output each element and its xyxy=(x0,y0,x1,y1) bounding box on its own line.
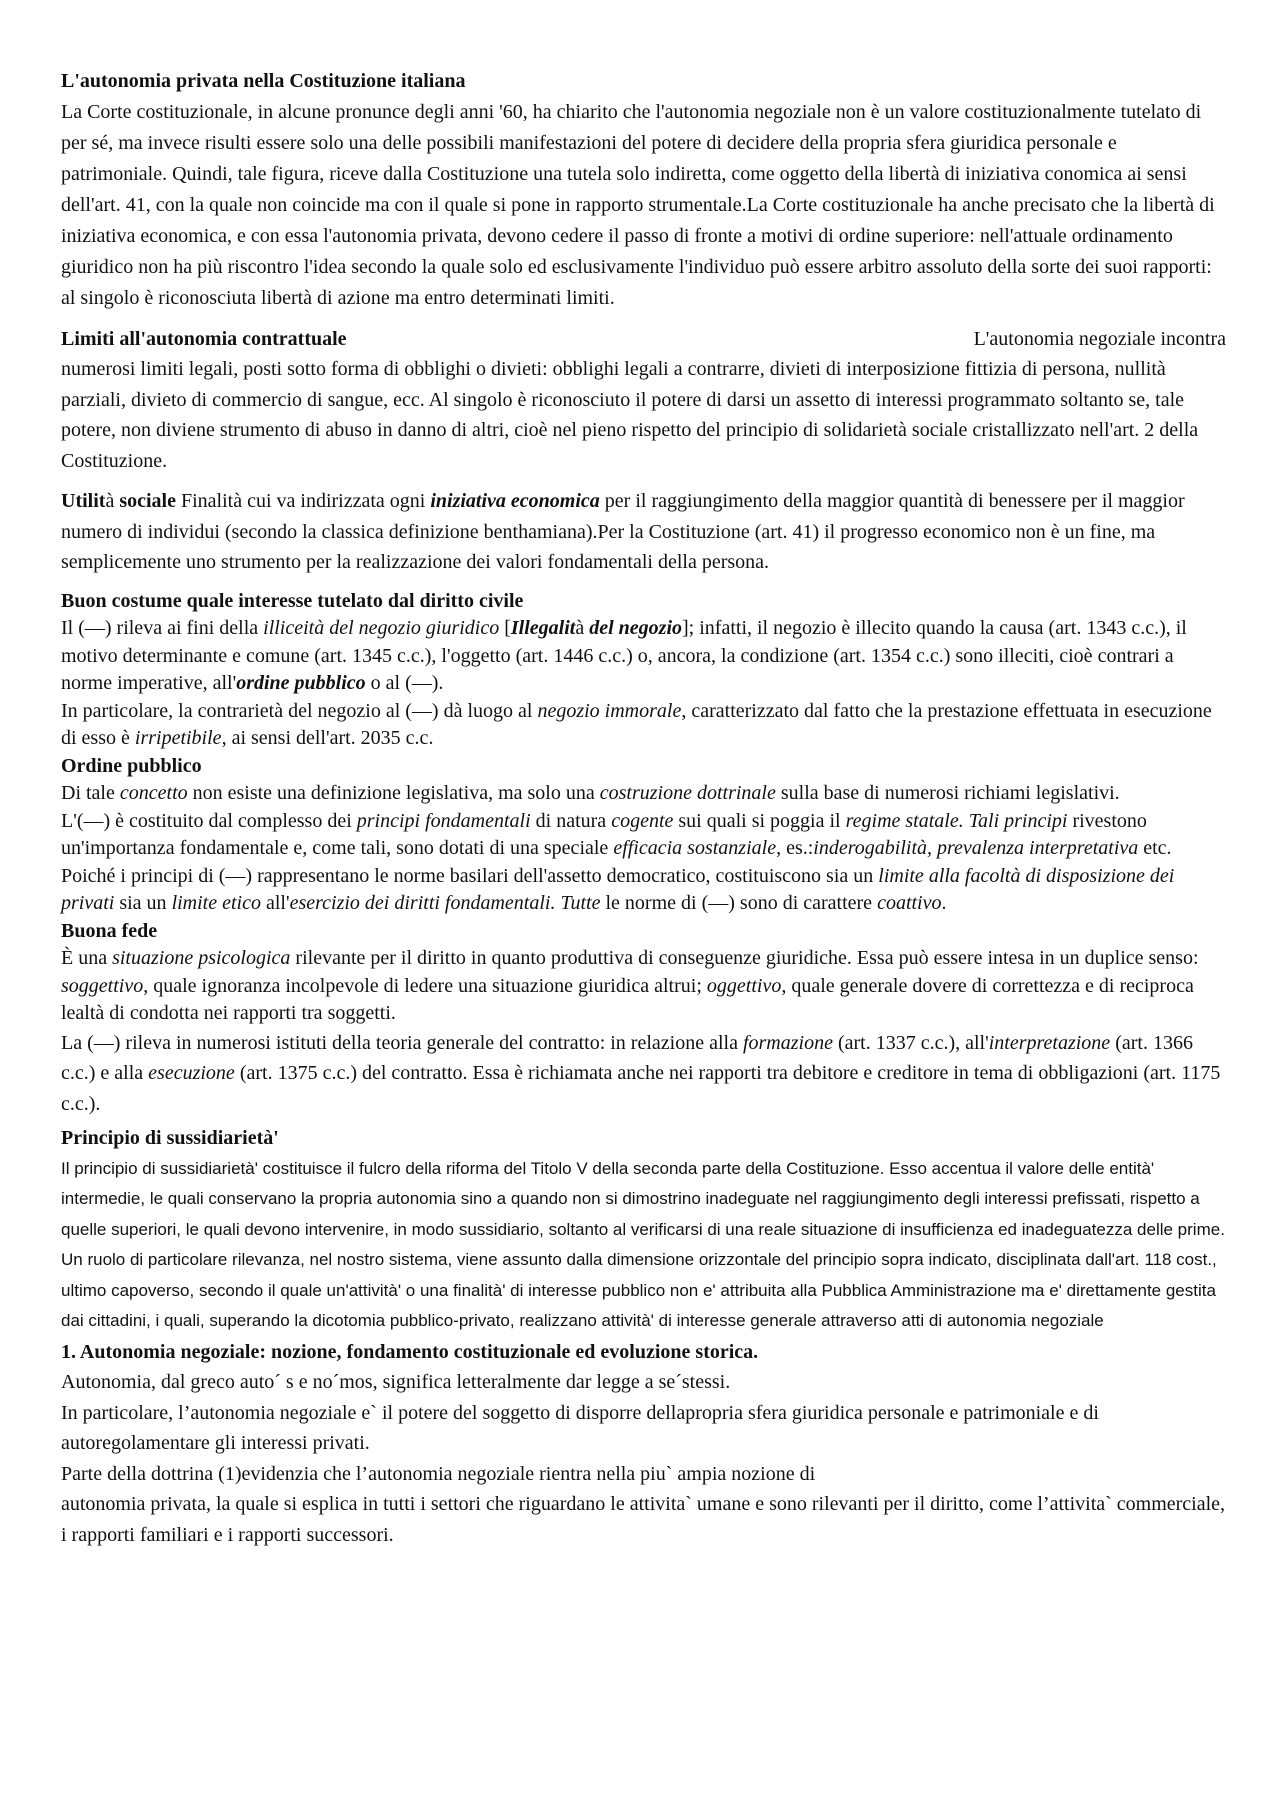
section-title: 1. Autonomia negoziale: nozione, fondamento costituzionale ed evoluzione storica. xyxy=(61,1340,759,1363)
section-body: Utilità sociale Finalità cui va indirizzata ogni iniziativa economica per il raggiungimento della maggior quantità di benessere per il maggior numero di individui (secondo la classica definizione benthamiana).Per la Costituzione (art. 41) il progresso economico non è un fine, ma semplicemente uno strumento per la realizzazione dei valori fondamentali della persona. xyxy=(61,490,1185,573)
paragraph: Poiché i principi di (—) rappresentano le norme basilari dell'assetto democratico, costituiscono sia un limite alla facoltà di disposizione dei privati sia un limite etico all'esercizio dei diritti fondamentali. Tutte le norme di (—) sono di carattere coattivo. xyxy=(61,864,1175,914)
section-autonomia-privata xyxy=(61,66,1226,314)
paragraph: In particolare, l’autonomia negoziale e` il potere del soggetto di disporre dellapropria sfera giuridica personale e patrimoniale e di autoregolamentare gli interessi privati. xyxy=(61,1401,1099,1454)
section-body: La Corte costituzionale, in alcune pronunce degli anni '60, ha chiarito che l'autonomia negoziale non è un valore costituzionalmente tutelato di per sé, ma invece risulti essere solo una delle possibili manifestazioni del potere di decidere della propria sfera giuridica personale e patrimoniale. Quindi, tale figura, riceve dalla Costituzione una tutela solo indiretta, come oggetto della libertà di iniziativa conomica ai sensi dell'art. 41, con la quale non coincide ma con il quale si pone in rapporto strumentale.La Corte costituzionale ha anche precisato che la libertà di iniziativa economica, e con essa l'autonomia privata, devono cedere il passo di fronte a motivi di ordine superiore: nell'attuale ordinamento giuridico non ha più riscontro l'idea secondo la quale solo ed esclusivamente l'individuo può essere arbitro assoluto della sorte dei suoi rapporti: al singolo è riconosciuta libertà di azione ma entro determinati limiti. xyxy=(61,100,1215,309)
section-body: numerosi limiti legali, posti sotto forma di obblighi o divieti: obblighi legali a contrarre, divieti di interposizione fittizia di persona, nullità parziali, divieto di commercio di sangue, ecc. Al singolo è riconosciuto il potere di darsi un assetto di interessi programmato soltanto se, tale potere, non diviene strumento di abuso in danno di altri, cioè nel pieno rispetto del principio di solidarietà sociale cristallizzato nell'art. 2 della Costituzione. xyxy=(61,358,1199,472)
section-title: Utilità sociale xyxy=(61,490,176,512)
paragraph: Parte della dottrina (1)evidenzia che l’autonomia negoziale rientra nella piu` ampia nozione di xyxy=(61,1462,816,1485)
section-utilita-sociale xyxy=(61,486,1226,578)
paragraph: In particolare, la contrarietà del negozio al (—) dà luogo al negozio immorale, caratterizzato dal fatto che la prestazione effettuata in esecuzione di esso è irripetibile, ai sensi dell'art. 2035 c.c. xyxy=(61,699,1212,749)
section-title: L'autonomia privata nella Costituzione italiana xyxy=(61,70,466,92)
paragraph: Il (—) rileva ai fini della illiceità del negozio giuridico [Illegalità del negozio]; infatti, il negozio è illecito quando la causa (art. 1343 c.c.), il motivo determinante e comune (art. 1345 c.c.), l'oggetto (art. 1446 c.c.) o, ancora, la condizione (art. 1354 c.c.) sono illeciti, cioè contrari a norme imperative, all'ordine pubblico o al (—). xyxy=(61,617,1187,694)
document-page xyxy=(61,66,1226,1550)
section-title-ordine-pubblico: Ordine pubblico xyxy=(61,754,202,777)
paragraph: Di tale concetto non esiste una definizione legislativa, ma solo una costruzione dottrinale sulla base di numerosi richiami legislativi. xyxy=(61,782,1120,804)
section-buona-fede-cont xyxy=(61,1028,1226,1120)
section-autonomia-negoziale xyxy=(61,1337,1226,1551)
section-lead: L'autonomia negoziale incontra xyxy=(973,327,1226,350)
section-buon-costume xyxy=(61,588,1226,1028)
section-header-row xyxy=(61,324,1226,355)
section-title-buona-fede: Buona fede xyxy=(61,919,158,942)
paragraph: La (—) rileva in numerosi istituti della teoria generale del contratto: in relazione alla formazione (art. 1337 c.c.), all'interpretazione (art. 1366 c.c.) e alla esecuzione (art. 1375 c.c.) del contratto. Essa è richiamata anche nei rapporti tra debitore e creditore in tema di obbligazioni (art. 1175 c.c.). xyxy=(61,1031,1221,1115)
section-sussidiarieta xyxy=(61,1123,1226,1337)
paragraph: autonomia privata, la quale si esplica in tutti i settori che riguardano le attivita` umane e sono rilevanti per il diritto, come l’attivita` commerciale, i rapporti familiari e i rapporti successori. xyxy=(61,1493,1226,1546)
section-title: Principio di sussidiarietà' xyxy=(61,1127,279,1149)
section-title: Limiti all'autonomia contrattuale xyxy=(61,327,347,350)
paragraph: L'(—) è costituito dal complesso dei principi fondamentali di natura cogente sui quali si poggia il regime statale. Tali principi rivestono un'importanza fondamentale e, come tali, sono dotati di una speciale efficacia sostanziale, es.:inderogabilità, prevalenza interpretativa etc. xyxy=(61,809,1172,859)
paragraph: È una situazione psicologica rilevante per il diritto in quanto produttiva di conseguenze giuridiche. Essa può essere intesa in un duplice senso: soggettivo, quale ignoranza incolpevole di ledere una situazione giuridica altrui; oggettivo, quale generale dovere di correttezza e di reciproca lealtà di condotta nei rapporti tra soggetti. xyxy=(61,947,1199,1024)
section-body: Il principio di sussidiarietà' costituisce il fulcro della riforma del Titolo V della seconda parte della Costituzione. Esso accentua il valore delle entità' intermedie, le quali conservano la propria autonomia sino a quando non si dimostrino inadeguate nel raggiungimento degli interessi prefissati, rispetto a quelle superiori, le quali devono intervenire, in modo sussidiario, soltanto al verificarsi di una reale situazione di insufficienza ed inadeguatezza delle prime. Un ruolo di particolare rilevanza, nel nostro sistema, viene assunto dalla dimensione orizzontale del principio sopra indicato, disciplinata dall'art. 118 cost., ultimo capoverso, secondo il quale un'attività' o una finalità' di interesse pubblico non e' attribuita alla Pubblica Amministrazione ma e' direttamente gestita dai cittadini, i quali, superando la dicotomia pubblico-privato, realizzano attività' di interesse generale attraverso atti di autonomia negoziale xyxy=(61,1158,1225,1330)
paragraph: Autonomia, dal greco auto´ s e no´mos, significa letteralmente dar legge a se´stessi. xyxy=(61,1371,731,1393)
section-title: Buon costume quale interesse tutelato dal diritto civile xyxy=(61,589,524,612)
section-limiti xyxy=(61,324,1226,477)
